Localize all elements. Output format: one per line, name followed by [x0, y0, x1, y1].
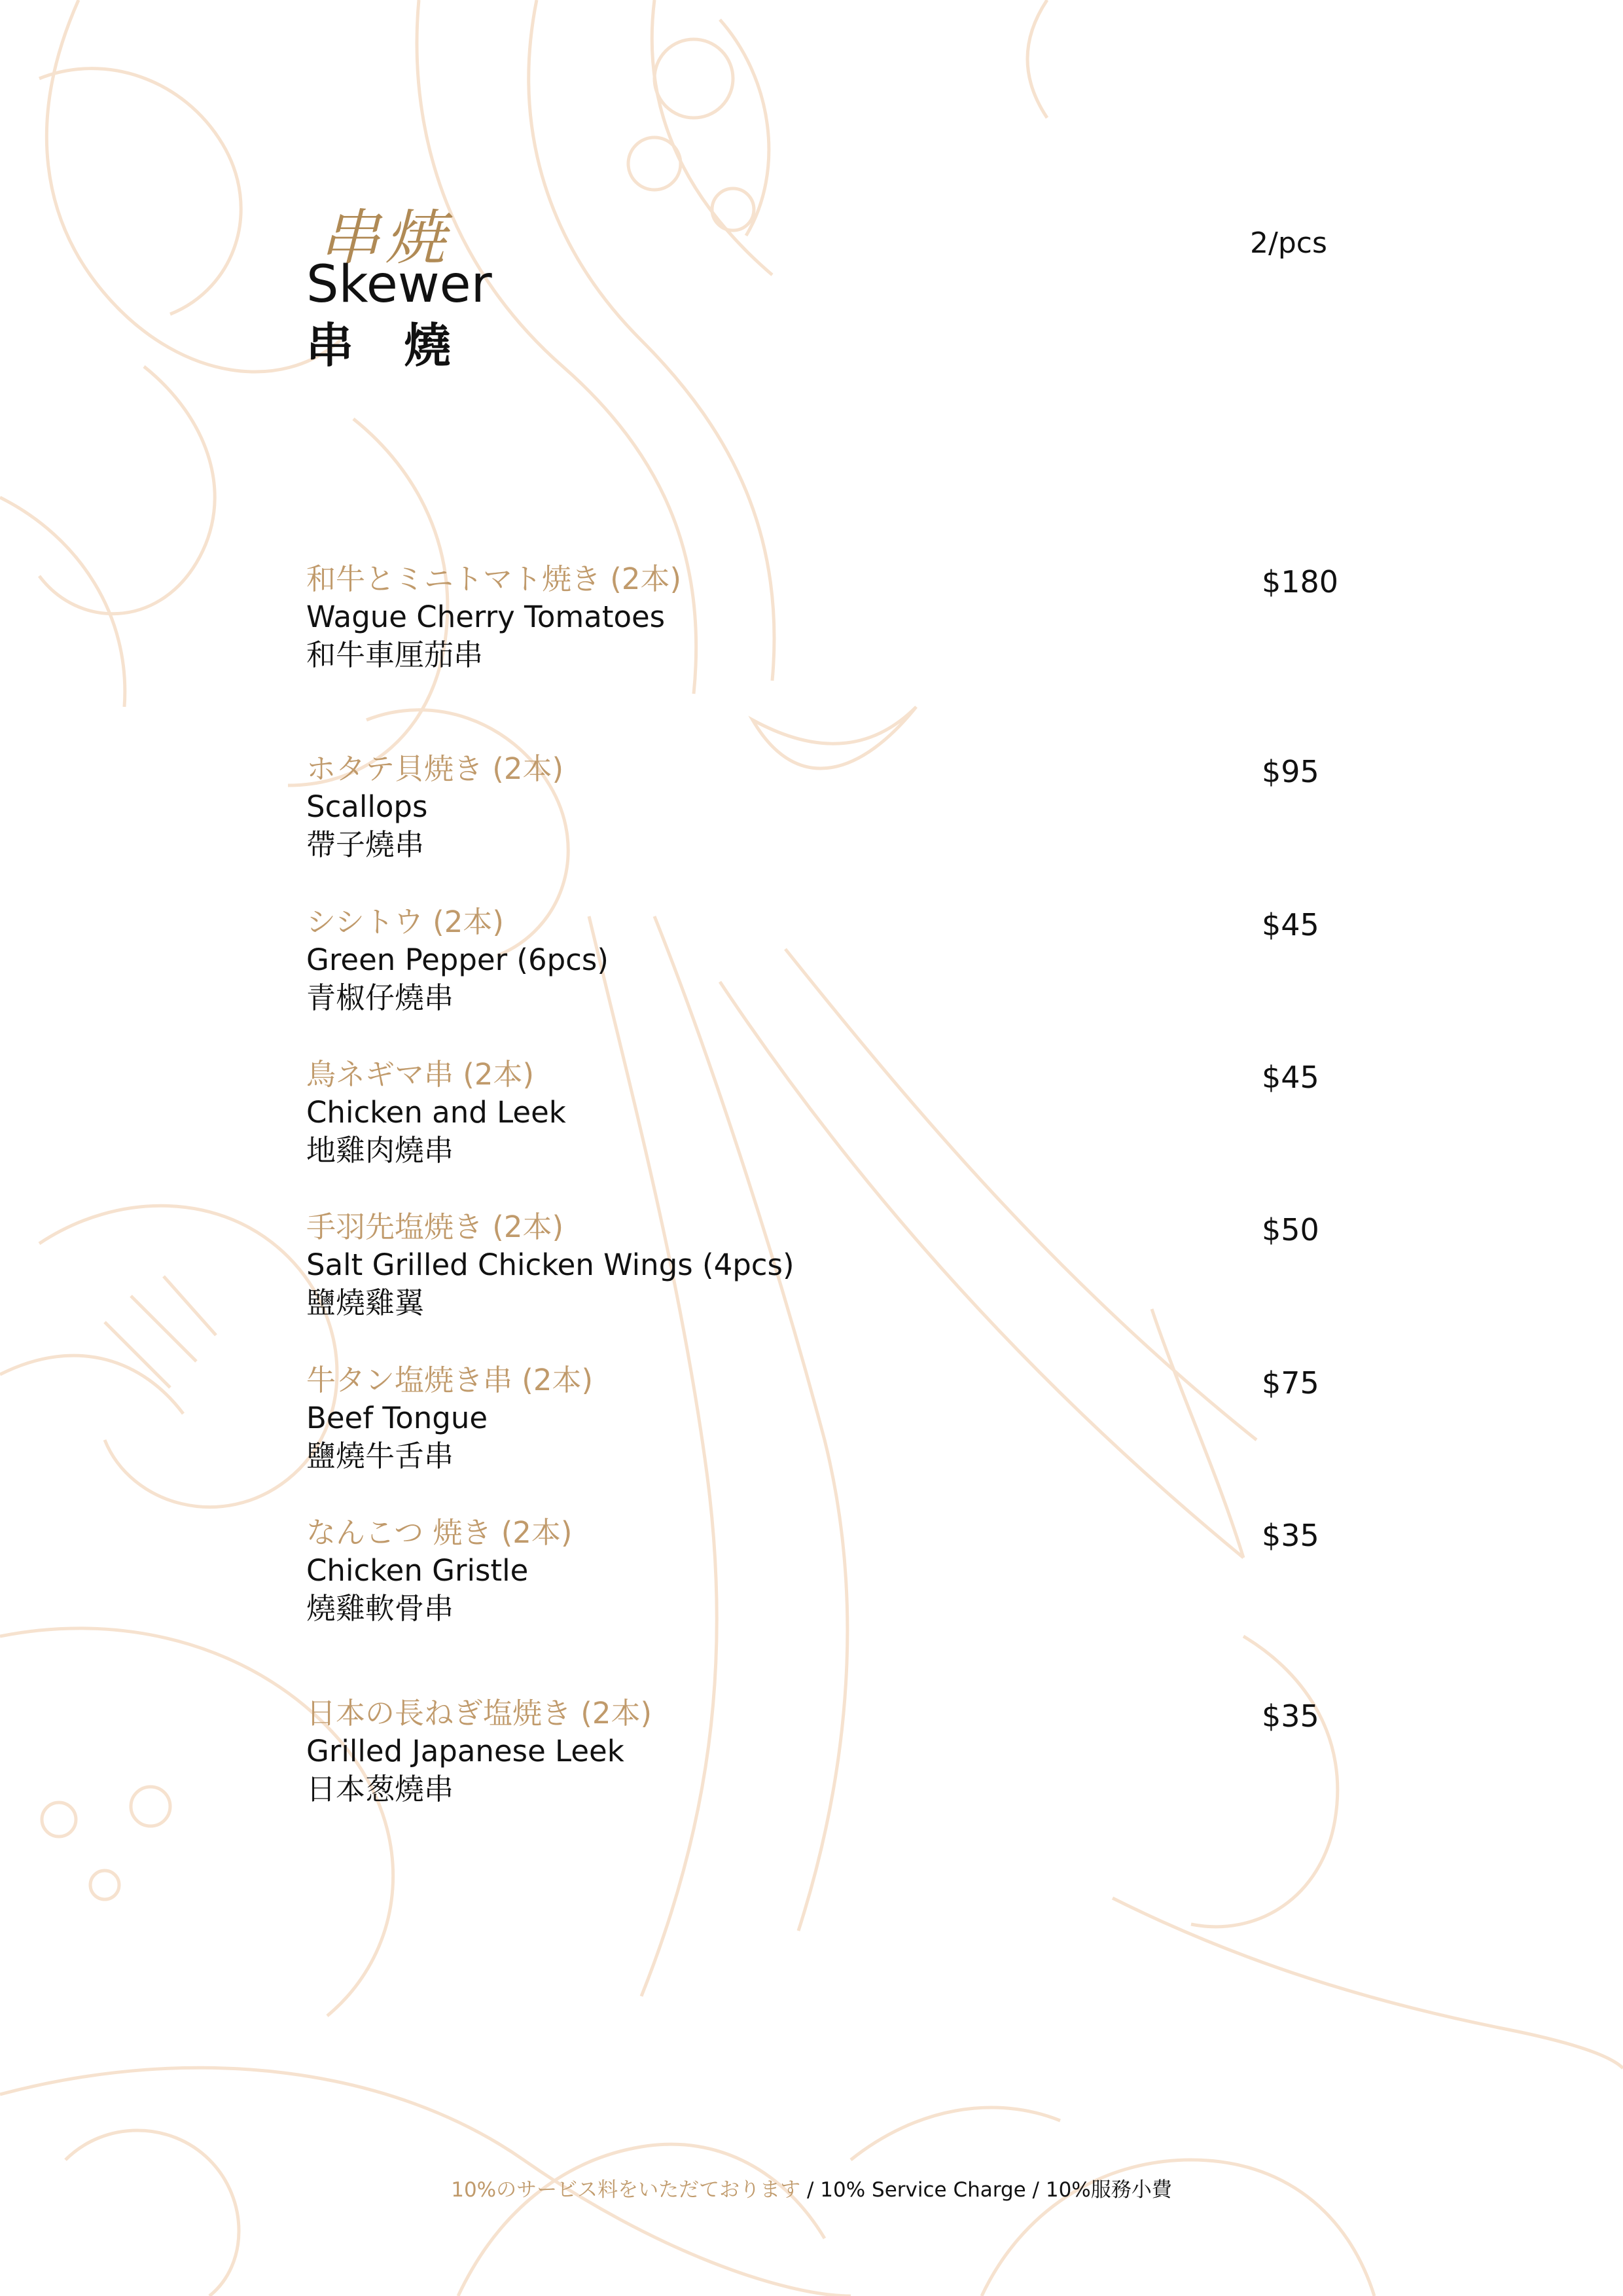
- item-price: $180: [1262, 564, 1339, 600]
- item-price: $35: [1262, 1698, 1319, 1734]
- item-name-english: Beef Tongue: [306, 1401, 488, 1435]
- item-name-chinese: 和牛車厘茄串: [306, 637, 484, 672]
- item-name-english: Grilled Japanese Leek: [306, 1734, 624, 1768]
- item-name-chinese: 鹽燒牛舌串: [306, 1439, 454, 1473]
- menu-item: [306, 750, 563, 864]
- item-name-japanese: ホタテ貝焼き (2本): [306, 751, 564, 786]
- menu-item: [306, 1514, 572, 1628]
- section-title-english: Skewer: [306, 255, 492, 314]
- menu-item: [306, 1208, 794, 1322]
- unit-note: 2/pcs: [1250, 226, 1327, 260]
- item-name-japanese: 日本の長ねぎ塩焼き (2本): [306, 1696, 652, 1731]
- item-name-japanese: シシトウ (2本): [306, 905, 504, 939]
- item-name-japanese: 鳥ネギマ串 (2本): [306, 1057, 535, 1092]
- item-name-english: Scallops: [306, 789, 428, 824]
- item-name-japanese: なんこつ 焼き (2本): [306, 1515, 573, 1550]
- item-price: $45: [1262, 1060, 1319, 1095]
- item-name-japanese: 牛タン塩焼き串 (2本): [306, 1363, 594, 1397]
- footer-separator: /: [800, 2178, 821, 2202]
- item-name-english: Chicken and Leek: [306, 1095, 566, 1130]
- item-price: $50: [1262, 1212, 1319, 1247]
- item-name-japanese: 手羽先塩焼き (2本): [306, 1210, 564, 1244]
- item-name-english: Salt Grilled Chicken Wings (4pcs): [306, 1247, 794, 1282]
- menu-item: [306, 560, 681, 674]
- item-name-chinese: 燒雞軟骨串: [306, 1591, 454, 1626]
- item-name-english: Chicken Gristle: [306, 1553, 529, 1588]
- item-name-japanese: 和牛とミニトマト焼き (2本): [306, 562, 682, 596]
- item-name-english: Green Pepper (6pcs): [306, 942, 609, 977]
- item-price: $45: [1262, 907, 1319, 942]
- service-charge-english: 10% Service Charge: [820, 2178, 1026, 2202]
- service-charge-note: [0, 2173, 1623, 2202]
- menu-item: [306, 1361, 593, 1475]
- section-title-chinese: 串 燒: [306, 318, 469, 373]
- item-price: $35: [1262, 1518, 1319, 1553]
- item-name-chinese: 青椒仔燒串: [306, 980, 454, 1015]
- item-price: $95: [1262, 754, 1319, 789]
- item-name-chinese: 日本葱燒串: [306, 1772, 454, 1806]
- menu-item: [306, 1056, 566, 1170]
- footer-separator: /: [1026, 2178, 1046, 2202]
- service-charge-japanese: 10%のサービス料をいただております: [451, 2178, 801, 2202]
- menu-item: [306, 1695, 652, 1808]
- item-name-chinese: 鹽燒雞翼: [306, 1285, 425, 1320]
- brush-calligraphy-title: 串焼: [319, 203, 451, 273]
- menu-item: [306, 903, 609, 1017]
- item-name-chinese: 地雞肉燒串: [306, 1133, 454, 1168]
- item-price: $75: [1262, 1365, 1319, 1401]
- item-name-chinese: 帶子燒串: [306, 827, 425, 862]
- item-name-english: Wague Cherry Tomatoes: [306, 600, 666, 634]
- service-charge-chinese: 10%服務小費: [1045, 2178, 1172, 2202]
